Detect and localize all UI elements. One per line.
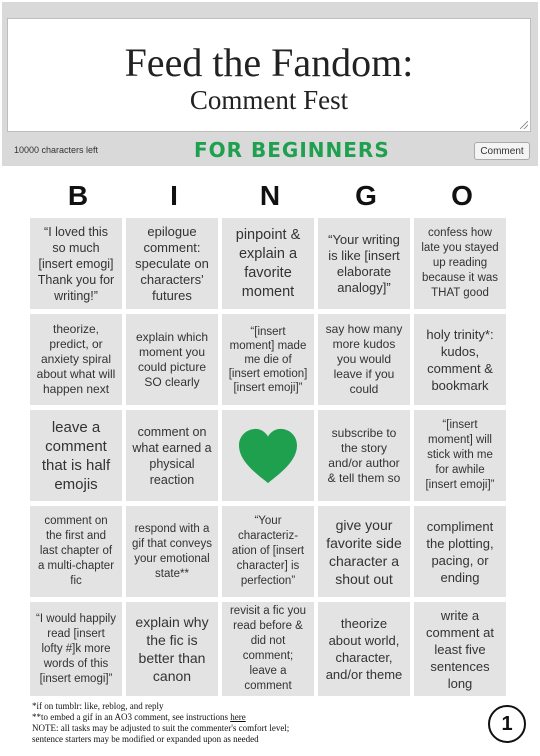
bingo-cell-text: pinpoint & explain a favorite moment xyxy=(235,226,301,300)
bingo-cell[interactable] xyxy=(414,410,506,501)
bingo-cell[interactable] xyxy=(30,506,122,597)
bingo-cell-text: explain why the fic is better than canon xyxy=(135,614,209,684)
bingo-cell-text: “I loved this so much [insert emogi] Thank you for writing!” xyxy=(37,224,115,303)
free-space-cell[interactable] xyxy=(222,410,314,501)
comment-panel xyxy=(2,2,538,166)
bingo-cell-text: “I would happily read [insert lofty #]k more words of this [insert emogi]” xyxy=(36,612,116,685)
bingo-cell[interactable] xyxy=(222,314,314,405)
bingo-grid xyxy=(30,218,510,696)
bingo-cell-text: write a comment at least five sentences long xyxy=(426,607,494,691)
bingo-cell[interactable] xyxy=(126,506,218,597)
bingo-cell[interactable] xyxy=(30,410,122,501)
bingo-cell[interactable] xyxy=(126,410,218,501)
bingo-letter-i: I xyxy=(170,180,178,211)
bingo-cell[interactable] xyxy=(318,314,410,405)
bingo-cell[interactable] xyxy=(318,410,410,501)
bingo-cell-text: confess how late you stayed up reading because it was THAT good xyxy=(421,227,499,299)
bingo-cell[interactable] xyxy=(414,506,506,597)
bingo-cell-text: “Your characteriz-ation of [insert character] is perfection” xyxy=(231,515,305,587)
footnote-tumblr: *if on tumblr: like, reblog, and reply xyxy=(32,701,164,711)
resize-grip-icon[interactable] xyxy=(520,121,528,129)
bingo-cell[interactable] xyxy=(126,218,218,309)
comment-textarea[interactable] xyxy=(7,18,531,132)
footnotes xyxy=(32,701,289,745)
page-number: 1 xyxy=(488,705,526,743)
bingo-cell[interactable] xyxy=(222,218,314,309)
footnote-note: NOTE: all tasks may be adjusted to suit the commenter's comfort level; xyxy=(32,723,290,733)
bingo-cell-text: respond with a gif that conveys your emotional state** xyxy=(132,522,212,580)
bingo-cell-text: give your favorite side character a shout out xyxy=(326,516,402,587)
bingo-cell[interactable] xyxy=(414,314,506,405)
bingo-cell-text: compliment the plotting, pacing, or ending xyxy=(426,518,494,585)
bingo-cell[interactable] xyxy=(318,218,410,309)
heart-icon xyxy=(237,427,299,485)
title-line-2: Comment Fest xyxy=(189,85,349,115)
characters-left: 10000 characters left xyxy=(14,145,99,155)
bingo-cell-text: leave a comment that is half emojis xyxy=(41,418,111,493)
instructions-link[interactable]: here xyxy=(230,712,246,722)
bingo-cell-text: holy trinity*: kudos, comment & bookmark xyxy=(426,326,494,393)
bingo-cell-text: comment on the first and last chapter of a multi-chapter fic xyxy=(37,515,115,587)
bingo-letter-n: N xyxy=(259,180,281,211)
bingo-cell[interactable] xyxy=(222,602,314,696)
bingo-cell[interactable] xyxy=(30,602,122,696)
bingo-cell[interactable] xyxy=(222,506,314,597)
bingo-letter-b: B xyxy=(67,180,89,211)
bingo-cell-text: subscribe to the story and/or author & tell them so xyxy=(327,425,401,485)
footnote-gif-text: **to embed a gif in an AO3 comment, see instructions xyxy=(32,712,231,722)
bingo-cell-text: explain which moment you could picture SO clearly xyxy=(135,329,209,389)
bingo-cell[interactable] xyxy=(318,602,410,696)
title-line-1: Feed the Fandom: xyxy=(124,40,414,85)
bingo-cell[interactable] xyxy=(318,506,410,597)
bingo-cell-text: theorize, predict, or anxiety spiral about what will happen next xyxy=(36,322,116,396)
bingo-cell-text: revisit a fic you read before & did not comment; leave a comment xyxy=(229,605,307,692)
bingo-header xyxy=(30,180,510,216)
bingo-letter-o: O xyxy=(451,180,473,211)
bingo-cell[interactable] xyxy=(126,314,218,405)
bingo-cell[interactable] xyxy=(126,602,218,696)
bingo-cell-text: “[insert moment] will stick with me for awhile [insert emoji]” xyxy=(425,419,495,491)
bingo-cell[interactable] xyxy=(414,602,506,696)
bingo-cell[interactable] xyxy=(414,218,506,309)
bingo-cell-text: say how many more kudos you would leave if you could xyxy=(325,322,403,396)
subtitle-for-beginners: FOR BEGINNERS xyxy=(194,138,390,162)
comment-button[interactable]: Comment xyxy=(474,142,530,160)
bingo-cell-text: “Your writing is like [insert elaborate analogy]” xyxy=(328,231,400,295)
footnote-sentence-starters: sentence starters may be modified or expanded upon as needed xyxy=(32,734,259,744)
bingo-cell-text: comment on what earned a physical reaction xyxy=(132,424,212,487)
bingo-cell-text: “[insert moment] made me die of [insert emotion] [insert emoji]” xyxy=(228,325,308,394)
bingo-cell-text: theorize about world, character, and/or theme xyxy=(325,616,403,682)
bingo-letter-g: G xyxy=(355,180,377,211)
bingo-cell[interactable] xyxy=(30,314,122,405)
footnote-gif xyxy=(32,712,289,723)
bingo-cell[interactable] xyxy=(30,218,122,309)
bingo-cell-text: epilogue comment: speculate on characters' futures xyxy=(135,223,209,303)
